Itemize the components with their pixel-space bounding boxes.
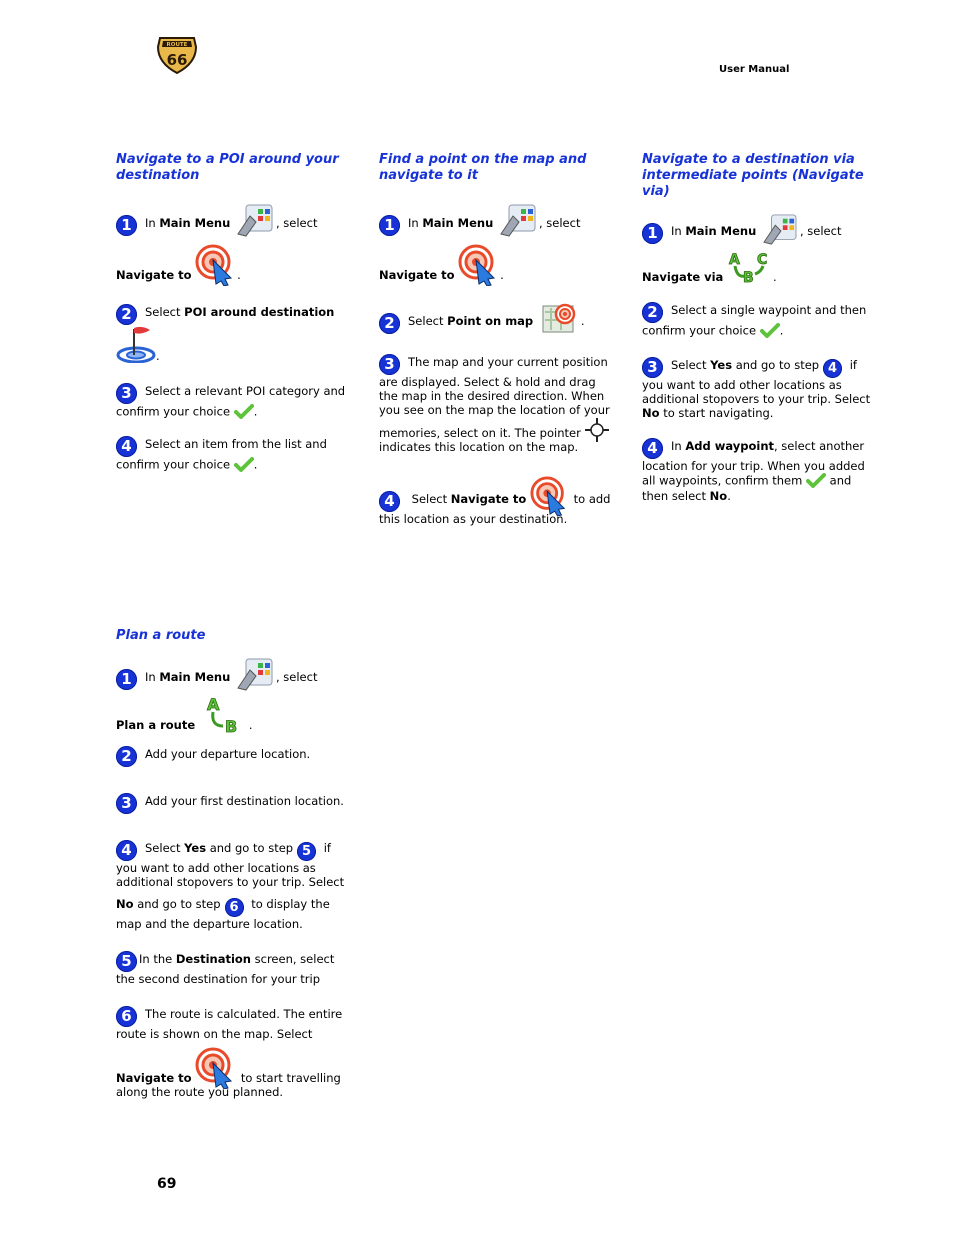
check-icon (234, 404, 254, 420)
step-3: 3 Select a relevant POI category and confirm your choice . (116, 384, 346, 419)
step-1: 1 In Main Menu , select (642, 214, 880, 244)
step-number: 5 (116, 951, 137, 972)
step-number: 2 (379, 313, 400, 334)
check-icon (234, 457, 254, 473)
svg-text:A: A (728, 252, 740, 268)
step-4: 4 Select an item from the list and confirm your choice . (116, 437, 327, 472)
main-menu-icon (499, 204, 537, 238)
step-6-target: Navigate to to start travelling along the route you planned. (116, 1047, 354, 1099)
logo-top-text: ROUTE (166, 42, 188, 48)
step-2-icon-line: . (116, 325, 354, 363)
svg-text:B: B (742, 270, 754, 286)
step-1-target: Plan a route A B . (116, 695, 253, 736)
step-number: 3 (379, 354, 400, 375)
logo-number-text: 66 (166, 51, 188, 69)
step-4: 4 In Add waypoint, select another location for your trip. When you added all waypoints, confirm them and then select No. (642, 439, 865, 503)
main-menu-icon (762, 214, 798, 246)
section-plan (116, 628, 354, 1099)
plan-route-icon (203, 694, 247, 736)
section-poi (116, 152, 354, 473)
step-number: 3 (642, 357, 663, 378)
poi-flag-icon (116, 325, 156, 363)
step-number: 4 (116, 436, 137, 457)
step-1-target: Navigate to . (379, 244, 617, 282)
check-icon (760, 323, 780, 339)
svg-text:B: B (224, 717, 238, 736)
step-1: 1 In Main Menu , select (116, 204, 354, 236)
step-1: 1 In Main Menu , select (116, 658, 354, 690)
step-3: 3 Add your first destination location. (116, 793, 354, 814)
step-number: 2 (116, 304, 137, 325)
check-icon (806, 473, 826, 489)
section-title: Plan a route (116, 628, 206, 643)
section-map (379, 152, 617, 526)
step-number: 4 (379, 491, 400, 512)
section-via (642, 152, 880, 503)
step-1: 1 In Main Menu , select (379, 204, 617, 236)
page-number: 69 (157, 1176, 177, 1192)
main-menu-icon (236, 658, 274, 692)
navigate-via-icon (727, 250, 773, 286)
point-on-map-icon (541, 302, 579, 336)
step-2: 2 Select Point on map . (379, 302, 617, 334)
step-1-target: Navigate via A B C . (642, 252, 777, 286)
step-1-target: Navigate to . (116, 244, 354, 282)
step-number: 4 (642, 438, 663, 459)
step-6: 6 The route is calculated. The entire route is shown on the map. Select (116, 1007, 343, 1041)
navigate-to-icon (195, 244, 237, 286)
doc-title: User Manual (719, 64, 790, 75)
step-4: 4 Select Yes and go to step 5 if you want to add other locations as additional stopovers to your trip. Select No and go to step 6 to display the map and the departure location. (116, 841, 345, 931)
step-2: 2 Add your departure location. (116, 746, 354, 767)
navigate-to-icon (195, 1047, 237, 1089)
section-title: Navigate to a POI around your destination (116, 152, 339, 183)
step-3: 3 The map and your current position are displayed. Select & hold and drag the map in the desired direction. When you see on the map the location of your memories, select on it. The pointer indicates this location on the map. (379, 355, 610, 454)
main-menu-icon (236, 204, 274, 238)
step-3: 3 Select Yes and go to step 4 if you want to add other locations as additional stopovers to your trip. Select No to start navigating. (642, 358, 871, 420)
step-number: 3 (116, 793, 137, 814)
step-number: 1 (379, 215, 400, 236)
step-2: 2 Select a single waypoint and then confirm your choice . (642, 303, 867, 338)
route66-logo (156, 33, 198, 75)
svg-text:A: A (206, 695, 220, 714)
step-number: 1 (642, 223, 663, 244)
step-number: 2 (116, 746, 137, 767)
step-number: 6 (116, 1006, 137, 1027)
section-title: Navigate to a destination via intermediate points (Navigate via) (642, 152, 864, 199)
step-4: 4 Select Navigate to to add this location as your destination. (379, 476, 617, 526)
step-number: 5 (297, 842, 316, 861)
step-number: 4 (823, 359, 842, 378)
step-number: 1 (116, 669, 137, 690)
step-number: 4 (116, 840, 137, 861)
step-number: 6 (225, 898, 244, 917)
step-2: 2 Select POI around destination (116, 304, 354, 325)
step-number: 2 (642, 302, 663, 323)
pointer-crosshair-icon (584, 417, 610, 443)
navigate-to-icon (458, 244, 500, 286)
step-number: 3 (116, 383, 137, 404)
step-number: 1 (116, 215, 137, 236)
navigate-to-icon (530, 476, 570, 516)
svg-text:C: C (756, 252, 768, 268)
step-5: 5 In the Destination screen, select the second destination for your trip (116, 952, 335, 986)
section-title: Find a point on the map and navigate to it (379, 152, 587, 183)
